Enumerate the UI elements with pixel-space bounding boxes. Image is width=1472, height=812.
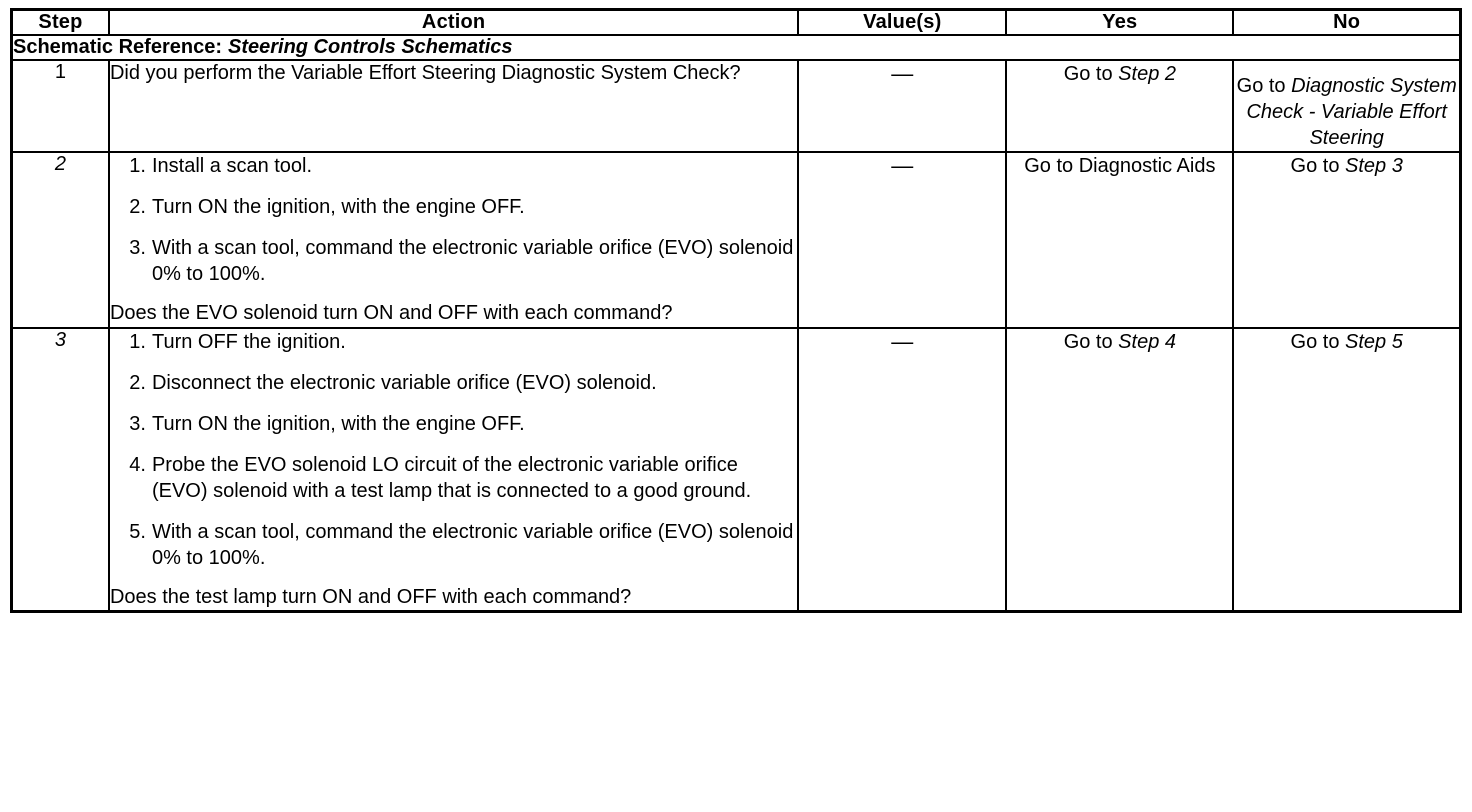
list-item: Install a scan tool.: [151, 155, 313, 177]
list-item: Turn OFF the ignition.: [151, 330, 346, 353]
column-header-action: Action: [109, 10, 798, 36]
yes-cell: [1006, 328, 1233, 612]
list-item: Disconnect the electronic variable orifice (EVO) solenoid.: [151, 371, 657, 394]
diagnostic-table: [10, 8, 1462, 613]
table-row: [12, 152, 1461, 328]
action-question: Did you perform the Variable Effort Steering Diagnostic System Check?: [109, 62, 741, 84]
action-question: Does the test lamp turn ON and OFF with each command?: [109, 585, 632, 608]
list-item: With a scan tool, command the electronic variable orifice (EVO) solenoid 0% to 100%.: [151, 520, 794, 569]
no-target: Step 3: [1345, 155, 1403, 177]
table-body: [12, 35, 1461, 612]
yes-text: Go to: [1063, 330, 1119, 353]
no-text: Go to: [1290, 155, 1346, 177]
no-text: Go to: [1236, 75, 1292, 97]
header-row: [12, 10, 1461, 36]
column-header-no: No: [1233, 10, 1460, 36]
no-cell: [1233, 328, 1460, 612]
no-target: Step 5: [1345, 330, 1403, 353]
value-dash: —: [891, 61, 914, 86]
no-target: Diagnostic System Check - Variable Effort Steering: [1246, 75, 1457, 149]
action-cell: [109, 152, 798, 328]
action-substep-list: [110, 329, 797, 571]
action-substep-list: [110, 153, 797, 287]
no-cell: [1233, 60, 1460, 152]
step-number: 2: [12, 152, 109, 328]
action-question: Does the EVO solenoid turn ON and OFF with each command?: [109, 302, 673, 324]
action-cell: [109, 328, 798, 612]
table-row: [12, 328, 1461, 612]
list-item: Turn ON the ignition, with the engine OFF.: [151, 196, 525, 218]
yes-cell: [1006, 60, 1233, 152]
schematic-reference-value: Steering Controls Schematics: [227, 36, 513, 58]
list-item: Probe the EVO solenoid LO circuit of the electronic variable orifice (EVO) solenoid with a test lamp that is connected to a good ground.: [151, 453, 752, 502]
step-number: 1: [12, 60, 109, 152]
column-header-values: Value(s): [798, 10, 1006, 36]
list-item: With a scan tool, command the electronic variable orifice (EVO) solenoid 0% to 100%.: [151, 237, 794, 285]
value-dash: —: [891, 153, 914, 178]
column-header-yes: Yes: [1006, 10, 1233, 36]
value-cell: [798, 152, 1006, 328]
yes-target: Step 2: [1118, 63, 1176, 85]
table-row: [12, 60, 1461, 152]
action-cell: [109, 60, 798, 152]
value-dash: —: [891, 328, 914, 354]
schematic-reference-row: [12, 35, 1461, 60]
step-number: 3: [12, 328, 109, 612]
yes-cell: Go to Diagnostic Aids: [1006, 152, 1233, 328]
value-cell: [798, 60, 1006, 152]
column-header-step: Step: [12, 10, 109, 36]
yes-target: Step 4: [1118, 330, 1176, 353]
value-cell: [798, 328, 1006, 612]
no-cell: [1233, 152, 1460, 328]
schematic-reference-label: Schematic Reference:: [13, 36, 222, 58]
table-header: [12, 10, 1461, 36]
no-text: Go to: [1290, 330, 1346, 353]
schematic-reference-cell: [12, 35, 1461, 60]
yes-text: Go to: [1063, 63, 1119, 85]
list-item: Turn ON the ignition, with the engine OFF.: [151, 412, 525, 435]
